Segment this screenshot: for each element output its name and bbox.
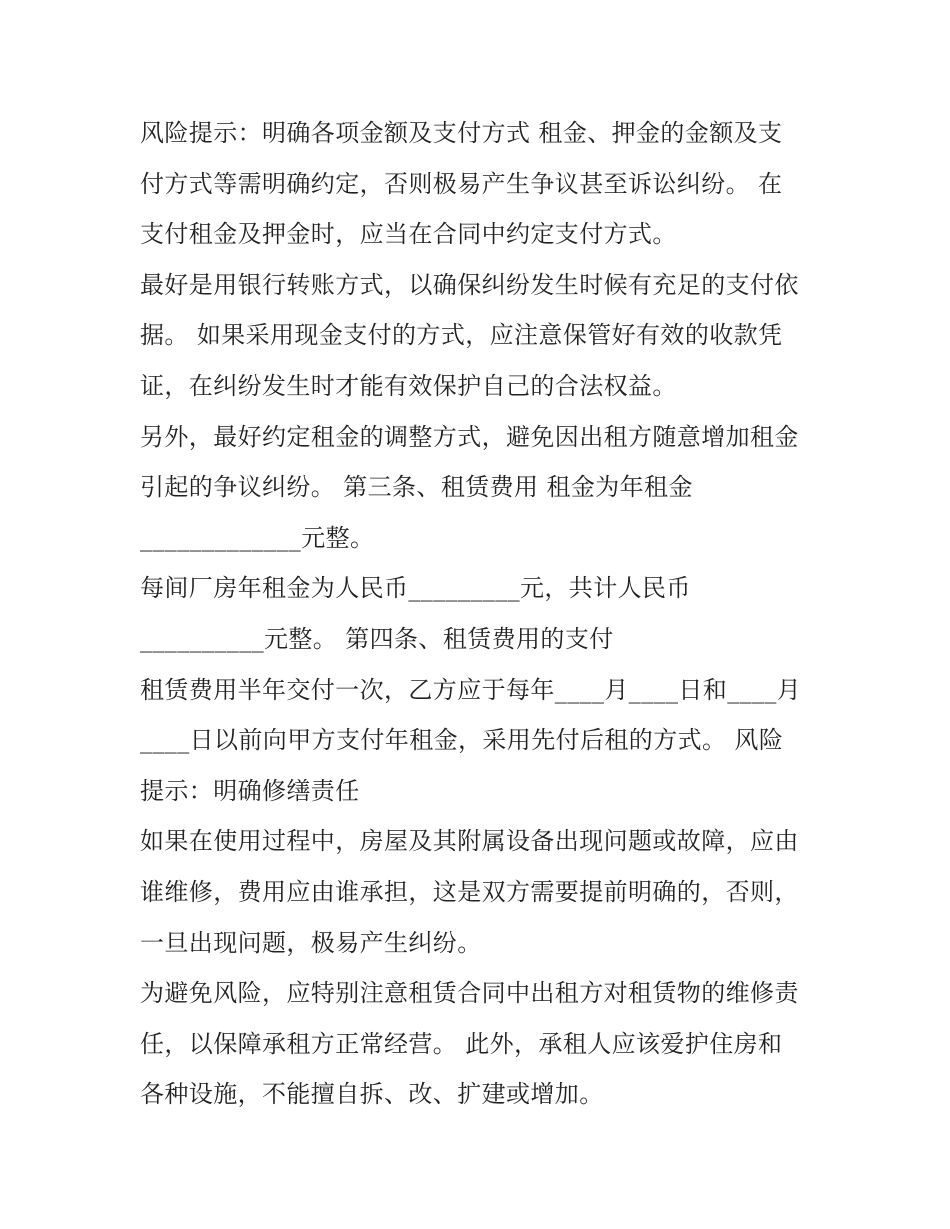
text-line: 据。 如果采用现金支付的方式，应注意保管好有效的收款凭 (140, 321, 783, 350)
text-line: 风险提示：明确各项金额及支付方式 租金、押金的金额及支 (140, 119, 783, 147)
text-line: 支付租金及押金时，应当在合同中约定支付方式。 (140, 220, 677, 249)
text-line: ____日以前向甲方支付年租金，采用先付后租的方式。 风险 (140, 726, 784, 755)
text-line: 任，以保障承租方正常经营。 此外，承租人应该爱护住房和 (140, 1029, 783, 1058)
text-line: 证，在纠纷发生时才能有效保护自己的合法权益。 (140, 371, 677, 400)
text-line: 每间厂房年租金为人民币_________元，共计人民币 (140, 574, 691, 603)
text-line: 一旦出现问题，极易产生纠纷。 (140, 928, 482, 957)
text-line: 提示：明确修缮责任 (140, 776, 360, 805)
text-line: 为避免风险，应特别注意租赁合同中出租方对租赁物的维修责 (140, 979, 799, 1008)
text-line: 谁维修，费用应由谁承担，这是双方需要提前明确的，否则， (140, 877, 799, 906)
text-line: __________元整。 第四条、租赁费用的支付 (140, 624, 614, 653)
text-line: 另外，最好约定租金的调整方式，避免因出租方随意增加租金 (140, 422, 799, 451)
text-line: 各种设施，不能擅自拆、改、扩建或增加。 (140, 1080, 604, 1109)
text-line: 如果在使用过程中，房屋及其附属设备出现问题或故障，应由 (140, 827, 799, 856)
text-line: _____________元整。 (140, 523, 375, 552)
text-line: 引起的争议纠纷。 第三条、租赁费用 租金为年租金 (140, 473, 693, 502)
text-line: 最好是用银行转账方式，以确保纠纷发生时候有充足的支付依 (140, 270, 799, 299)
text-line: 租赁费用半年交付一次，乙方应于每年____月____日和____月 (140, 675, 802, 704)
text-line: 付方式等需明确约定，否则极易产生争议甚至诉讼纠纷。 在 (140, 169, 783, 198)
document-body (140, 108, 820, 1120)
